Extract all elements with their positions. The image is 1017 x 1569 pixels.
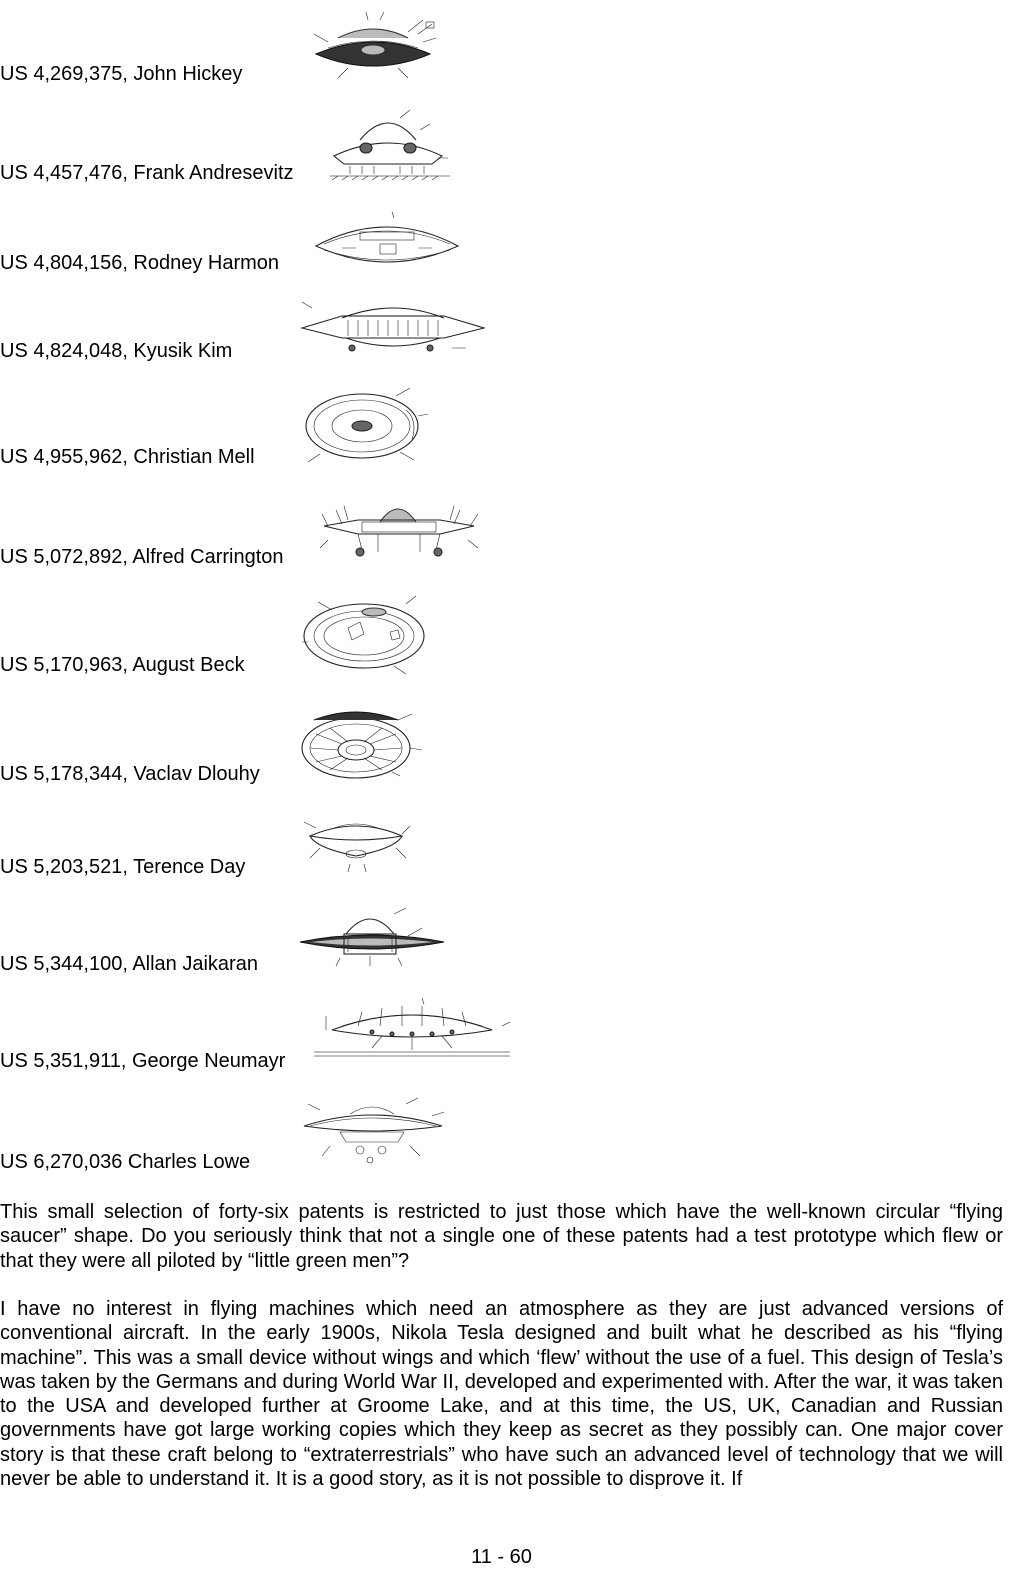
- saucer-drawing-beck: [298, 592, 428, 674]
- saucer-drawing-dlouhy: [300, 704, 424, 780]
- patent-label-hickey: US 4,269,375, John Hickey: [0, 63, 243, 85]
- patent-label-harmon: US 4,804,156, Rodney Harmon: [0, 252, 280, 274]
- saucer-drawing-mell: [300, 386, 430, 464]
- saucer-drawing-jaikaran: [298, 906, 448, 968]
- saucer-drawing-kim: [302, 298, 484, 358]
- paragraph-patent-selection: This small selection of forty-six patents is restricted to just those which have the well-known circular “flying saucer” shape. Do you seriously think that not a single one of these patents had a test prototype which flew or that they were all piloted by “little green men”?: [0, 1201, 1003, 1272]
- saucer-drawing-carrington: [318, 490, 480, 566]
- patent-label-dlouhy: US 5,178,344, Vaclav Dlouhy: [0, 763, 260, 785]
- patent-label-andresevitz: US 4,457,476, Frank Andresevitz: [0, 162, 294, 184]
- patent-label-jaikaran: US 5,344,100, Allan Jaikaran: [0, 953, 258, 975]
- patent-label-lowe: US 6,270,036 Charles Lowe: [0, 1151, 251, 1173]
- patent-label-carrington: US 5,072,892, Alfred Carrington: [0, 546, 284, 568]
- saucer-drawing-lowe: [300, 1096, 446, 1168]
- patent-label-kim: US 4,824,048, Kyusik Kim: [0, 340, 233, 362]
- saucer-drawing-harmon: [312, 208, 462, 276]
- saucer-drawing-hickey: [308, 12, 438, 80]
- patent-label-neumayr: US 5,351,911, George Neumayr: [0, 1050, 286, 1072]
- patent-label-mell: US 4,955,962, Christian Mell: [0, 446, 255, 468]
- page-number: 11 - 60: [471, 1546, 532, 1568]
- saucer-drawing-day: [300, 808, 412, 872]
- paragraph-tesla-flying-machine: I have no interest in flying machines which need an atmosphere as they are just advanced versions of conventional aircraft. In the early 1900s, Nikola Tesla designed and built what he described as his “flying machine”. This was a small device without wings and which ‘flew’ without the use of a fuel. This design of Tesla’s was taken by the Germans and during World War II, developed and experimented with. After the war, it was taken to the USA and developed further at Groome Lake, and at this time, the US, UK, Canadian and Russian governments have got large working copies which they keep as secret as they possibly can. One major cover story is that these craft belong to “extraterrestrials” who have such an advanced level of technology that we will never be able to understand it. It is a good story, as it is not possible to disprove it. If: [0, 1298, 1003, 1491]
- patent-label-day: US 5,203,521, Terence Day: [0, 856, 246, 878]
- patent-label-beck: US 5,170,963, August Beck: [0, 654, 245, 676]
- saucer-drawing-neumayr: [312, 996, 512, 1062]
- saucer-drawing-andresevitz: [330, 108, 450, 182]
